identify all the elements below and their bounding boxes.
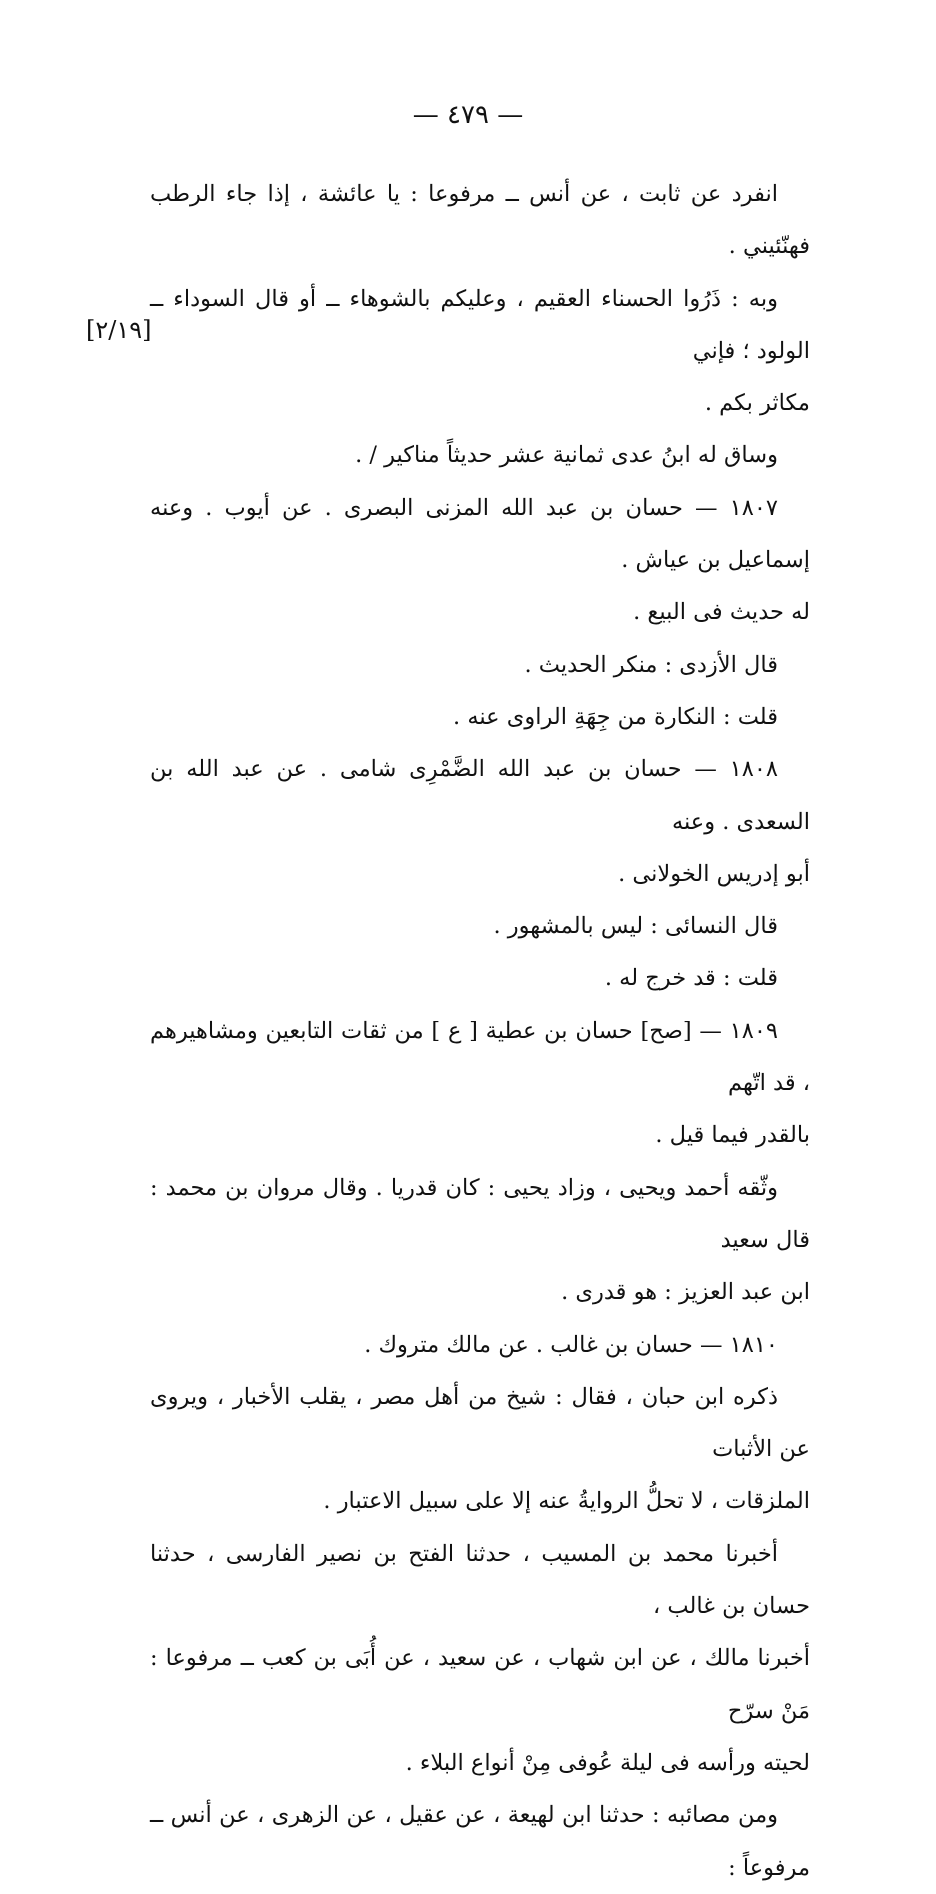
text-line: وساق له ابنُ عدى ثمانية عشر حديثاً مناكير / . bbox=[355, 442, 778, 469]
text-line: لحيته ورأسه فى ليلة عُوفى مِنْ أنواع البلاء . bbox=[405, 1749, 810, 1776]
text-line: مكاثر بكم . bbox=[704, 390, 810, 417]
text-line: وبه : ذَرُوا الحسناء العقيم ، وعليكم بالشوهاء ــ أو قال السوداء ــ الولود ؛ فإني bbox=[150, 285, 810, 364]
text-line: وثّقه أحمد ويحيى ، وزاد يحيى : كان قدريا . وقال مروان بن محمد : قال سعيد bbox=[150, 1174, 810, 1253]
text-line: انفرد عن ثابت ، عن أنس ــ مرفوعا : يا عائشة ، إذا جاء الرطب فهنّئيني . bbox=[150, 181, 810, 260]
text-line: قلت : النكارة من جِهَةِ الراوى عنه . bbox=[453, 703, 778, 730]
text-line: قلت : قد خرج له . bbox=[604, 965, 778, 992]
text-line: أخبرنا محمد بن المسيب ، حدثنا الفتح بن نصير الفارسى ، حدثنا حسان بن غالب ، bbox=[150, 1540, 810, 1620]
text-line: له حديث فى البيع . bbox=[633, 599, 810, 626]
text-line: بالقدر فيما قيل . bbox=[655, 1122, 810, 1149]
text-line: أبو إدريس الخولانى . bbox=[618, 860, 810, 887]
entry-heading-1810: ١٨١٠ — حسان بن غالب . عن مالك متروك . bbox=[364, 1331, 778, 1358]
page-number: — ٤٧٩ — bbox=[412, 100, 524, 130]
entry-heading-1807: ١٨٠٧ — حسان بن عبد الله المزنى البصرى . عن أيوب . وعنه إسماعيل بن عياش . bbox=[150, 494, 810, 574]
text-line: الملزقات ، لا تحلُّ الروايةُ عنه إلا على سبيل الاعتبار . bbox=[323, 1488, 810, 1515]
body-text bbox=[150, 168, 810, 1894]
text-line: قال الأزدى : منكر الحديث . bbox=[524, 651, 778, 678]
text-line: ابن عبد العزيز : هو قدرى . bbox=[561, 1279, 810, 1306]
text-line: ومن مصائبه : حدثنا ابن لهيعة ، عن عقيل ، عن الزهرى ، عن أنس ــ مرفوعاً : bbox=[150, 1802, 810, 1881]
text-line: أخبرنا مالك ، عن ابن شهاب ، عن سعيد ، عن أُبَى بن كعب ــ مرفوعا : مَنْ سرّح bbox=[150, 1645, 810, 1724]
entry-heading-1809: ١٨٠٩ — [صح] حسان بن عطية [ ع ] من ثقات التابعين ومشاهيرهم ، قد اتّهم bbox=[150, 1017, 810, 1097]
text-line: قال النسائى : ليس بالمشهور . bbox=[493, 913, 778, 940]
entry-heading-1808: ١٨٠٨ — حسان بن عبد الله الضَّمْرِى شامى . عن عبد الله بن السعدى . وعنه bbox=[150, 756, 810, 835]
text-line: ذكره ابن حبان ، فقال : شيخ من أهل مصر ، يقلب الأخبار ، ويروى عن الأثبات bbox=[150, 1383, 810, 1463]
margin-reference: [٢/١٩] bbox=[86, 316, 152, 344]
